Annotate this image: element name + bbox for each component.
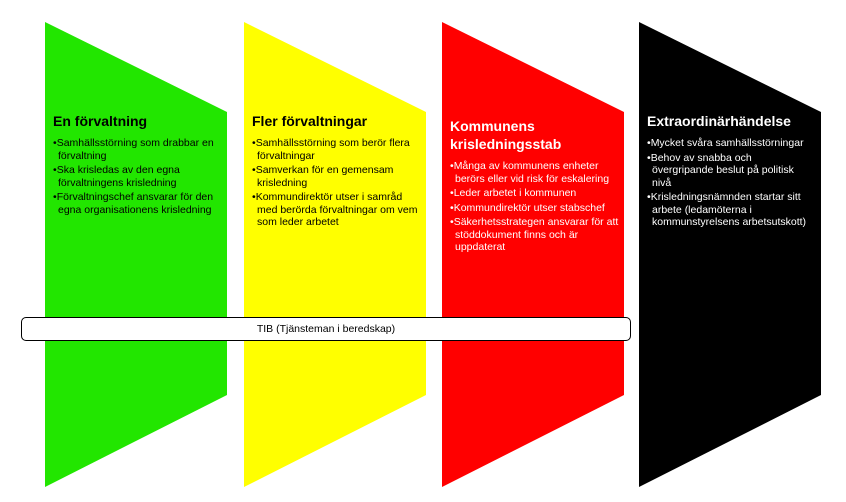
bullet-item: • Behov av snabba och övergripande beslut på politisk nivå [647,152,815,190]
panel-fler-forvaltningar [252,112,422,231]
green-chevron [45,22,227,487]
bullet-item: • Ska krisledas av den egna förvaltningens krisledning [53,164,225,189]
bullet-list [450,160,620,254]
panel-title: Kommunens krisledningsstab [450,118,562,152]
bullet-item: • Säkerhetsstrategen ansvarar för att stöddokument finns och är uppdaterat [450,216,620,254]
panel-en-forvaltning [53,112,225,218]
bullet-item: • Krisledningsnämnden startar sitt arbete (ledamöterna i kommunstyrelsens arbetsutskott) [647,191,815,229]
bullet-item: • Leder arbetet i kommunen [450,187,620,200]
tib-bar [21,317,631,341]
tib-label: TIB (Tjänsteman i beredskap) [256,323,396,335]
panel-kommunens-krisledningsstab [450,117,620,256]
bullet-list [647,137,815,229]
bullet-list [252,137,422,229]
bullet-item: • Samhällsstörning som drabbar en förvaltning [53,137,225,162]
bullet-item: • Mycket svåra samhällsstörningar [647,137,815,150]
panel-extraordinarhandelse [647,112,815,231]
panel-title: Extraordinärhändelse [647,113,791,129]
panel-title: Fler förvaltningar [252,113,368,129]
bullet-item: • Många av kommunens enheter berörs eller vid risk för eskalering [450,160,620,185]
bullet-item: • Kommundirektör utser stabschef [450,202,620,215]
bullet-item: • Samverkan för en gemensam krisledning [252,164,422,189]
bullet-list [53,137,225,216]
panel-title: En förvaltning [53,113,148,129]
bullet-item: • Kommundirektör utser i samråd med berörda förvaltningar om vem som leder arbetet [252,191,422,229]
black-chevron [639,22,821,487]
bullet-item: • Samhällsstörning som berör flera förvaltningar [252,137,422,162]
bullet-item: • Förvaltningschef ansvarar för den egna organisationens krisledning [53,191,225,216]
yellow-chevron [244,22,426,487]
